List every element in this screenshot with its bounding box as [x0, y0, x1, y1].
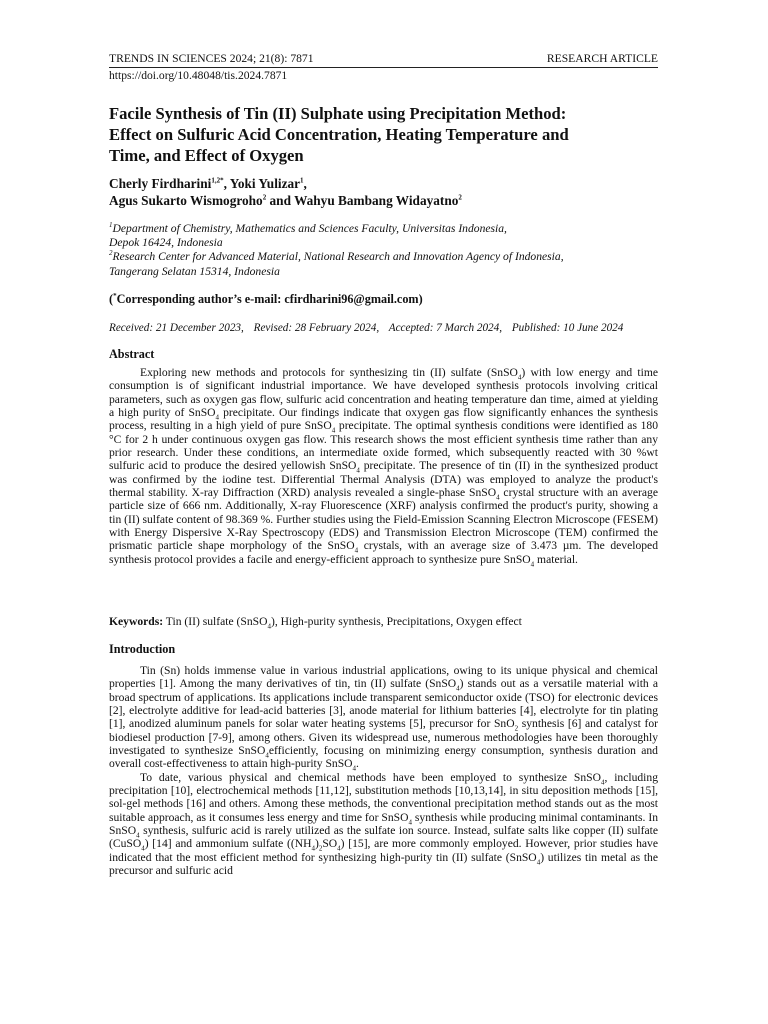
- author-separator: ,: [223, 176, 230, 191]
- author-name: Yoki Yulizar: [229, 176, 301, 191]
- text-run: To date, various physical and chemical methods have been employed to synthesize SnSO: [140, 770, 601, 784]
- affiliation: [109, 236, 658, 250]
- text-run: precipitate. Our findings indicate that oxygen gas flow significantly enhances the synthesis process, resulting in a high yield of pure SnSO: [109, 406, 658, 433]
- subscript: 2: [514, 724, 519, 733]
- subscript: 2: [318, 844, 323, 853]
- title-line: Effect on Sulfuric Acid Concentration, Heating Temperature and: [109, 125, 569, 144]
- subscript: 4: [215, 413, 220, 422]
- affiliation-text: Tangerang Selatan 15314, Indonesia: [109, 264, 280, 278]
- text-run: synthesis, sulfuric acid is rarely utilized as the sulfate ion source. Instead, sulfate salts like copper (II) sulfate (CuSO: [109, 824, 658, 851]
- subscript: 4: [496, 493, 500, 502]
- article-dates: [109, 321, 658, 335]
- abstract-heading: Abstract: [109, 347, 155, 361]
- author-line: [109, 192, 658, 209]
- affiliation-text: Department of Chemistry, Mathematics and Sciences Faculty, Universitas Indonesia,: [112, 222, 507, 235]
- subscript: 4: [356, 466, 360, 475]
- text-run: , including precipitation [10], electrochemical methods [11,12], substitution methods [10,13,14], in situ deposition methods [15], sol-gel methods [16] and others. Among these methods, the conventional precipitation method stands out as the most suitable approach, as it consumes less energy and time for SnSO: [109, 770, 658, 824]
- author-name: Wahyu Bambang Widayatno: [294, 193, 459, 208]
- subscript: 4: [530, 560, 535, 569]
- corresponding-author: [109, 292, 658, 307]
- keywords: [109, 615, 658, 629]
- text-run: Tin (II) sulfate (SnSO: [163, 615, 268, 628]
- article-type: RESEARCH ARTICLE: [546, 52, 658, 65]
- text-run: precipitate. The optimal synthesis conditions were identified as 180 °C for 2 h under continuous oxygen gas flow. This research shows the most efficient synthesis time rather than any prior research. Under these conditions, an intermediate oxide formed, which subsequently reacted with 30 %wt sulfuric acid to produce the desired yellowish SnSO: [109, 419, 658, 473]
- corresponding-paren: (: [109, 292, 114, 306]
- text-run: crystals, with an average size of 3.473 µm. The developed synthesis protocol provides a facile and energy-efficient approach to synthesize pure SnSO: [109, 539, 658, 566]
- keywords-label: Keywords:: [109, 615, 164, 628]
- text-run: ) [14] and ammonium sulfate ((NH: [144, 837, 312, 851]
- author-name: Cherly Firdharini: [109, 176, 212, 191]
- text-run: Tin (Sn) holds immense value in various industrial applications, owing to its unique physical and chemical properties [1]. Among the many derivatives of tin, tin (II) sulfate (SnSO: [109, 664, 658, 691]
- subscript: 4: [136, 831, 140, 840]
- affiliation-text: Research Center for Advanced Material, National Research and Innovation Agency of Indonesia,: [112, 250, 564, 264]
- author-affiliation-mark: 1: [300, 176, 304, 185]
- journal-citation: TRENDS IN SCIENCES 2024; 21(8): 7871: [109, 52, 314, 65]
- affiliations: [109, 222, 658, 279]
- author-list: [109, 175, 658, 209]
- author-affiliation-mark: 2: [262, 193, 267, 202]
- subscript: 4: [352, 764, 357, 773]
- text-run: crystal structure with an average particle size of 666 nm. Additionally, X-ray Fluorescence (XRF) analysis confirmed the product's purity, showing a tin (II) sulfate content of 98.369 %. Further studies using the Field-Emission Scanning Electron Microscope (FESEM) with Energy Dispersive X-Ray Spectroscopy (EDS) and Transmission Electron Microscope (TEM) confirmed the prismatic particle shape morphology of the SnSO: [109, 486, 658, 553]
- affiliation-mark: 1: [109, 221, 113, 230]
- affiliation: [109, 222, 658, 236]
- subscript: 4: [600, 778, 605, 787]
- header-row: [109, 52, 658, 68]
- author-affiliation-mark: 2: [458, 193, 462, 202]
- corresponding-star: *: [113, 291, 117, 300]
- text-run: ) utilizes tin metal as the precursor and sulfuric acid: [109, 850, 658, 878]
- subscript: 4: [408, 818, 412, 827]
- text-run: Exploring new methods and protocols for synthesizing tin (II) sulfate (SnSO: [140, 366, 518, 379]
- introduction-heading: Introduction: [109, 642, 176, 656]
- paragraph: [109, 771, 658, 878]
- doi-link[interactable]: https://doi.org/10.48048/tis.2024.7871: [109, 69, 288, 82]
- text-run: synthesis while producing minimal contaminants. In SnSO: [109, 810, 658, 838]
- text-run: precipitate. The presence of tin (II) in the synthesized product was confirmed by the iodine test. Differential Thermal Analysis (DTA) was employed to analyze the product's thermal stability. X-ray Diffraction (XRD) analysis revealed a single-phase SnSO: [109, 459, 659, 500]
- affiliation: [109, 265, 658, 279]
- text-run: ) with low energy and time consumption is of significant industrial importance. We have developed synthesis protocols involving critical parameters, such as oxygen gas flow, sulfuric acid concentration and heating temperature dan time, aimed at yielding a high purity of SnSO: [109, 366, 658, 420]
- subscript: 4: [141, 844, 145, 853]
- paragraph: [109, 664, 658, 771]
- affiliation-text: Depok 16424, Indonesia: [109, 236, 223, 250]
- subscript: 4: [331, 426, 336, 435]
- paper-title: [109, 103, 668, 166]
- affiliation: [109, 250, 658, 264]
- author-affiliation-mark: 1,2*: [211, 176, 224, 185]
- subscript: 4: [354, 546, 359, 555]
- text-run: efficiently, focusing on minimizing energy consumption, synthesis duration and overall cost-effectiveness to attain high-purity SnSO: [109, 744, 658, 771]
- published-date: Published: 10 June 2024: [511, 322, 624, 334]
- text-run: material.: [534, 552, 578, 566]
- text-run: ) [15], are more commonly employed. However, prior studies have indicated that the most efficient method for synthesizing high-purity tin (II) sulfate (SnSO: [109, 837, 658, 864]
- text-run: .: [356, 757, 359, 771]
- text-run: SO: [322, 837, 338, 851]
- accepted-date: Accepted: 7 March 2024,: [388, 322, 503, 334]
- affiliation-mark: 2: [109, 249, 113, 258]
- introduction-body: [109, 664, 658, 878]
- running-header: [109, 52, 658, 83]
- abstract-body: [109, 366, 659, 569]
- title-line: Facile Synthesis of Tin (II) Sulphate using Precipitation Method:: [109, 104, 567, 123]
- author-line: [109, 175, 658, 192]
- subscript: 4: [536, 858, 541, 867]
- subscript: 4: [337, 844, 341, 853]
- text-run: ), High-purity synthesis, Precipitations, Oxygen effect: [270, 615, 522, 628]
- corresponding-email[interactable]: Corresponding author’s e-mail: cfirdharini96@gmail.com): [116, 292, 423, 306]
- received-date: Received: 21 December 2023,: [109, 322, 244, 334]
- revised-date: Revised: 28 February 2024,: [253, 322, 380, 334]
- text-run: ): [314, 837, 319, 851]
- text-run: synthesis [6] and catalyst for biodiesel production [7-9], among others. Given its widespread use, numerous methodologies have been thoroughly investigated to synthesize SnSO: [109, 717, 658, 758]
- author-separator: ,: [303, 176, 307, 191]
- author-name: Agus Sukarto Wismogroho: [109, 193, 263, 208]
- title-line: Time, and Effect of Oxygen: [109, 146, 304, 165]
- subscript: 4: [517, 373, 522, 382]
- subscript: 4: [456, 684, 460, 693]
- subscript: 4: [311, 844, 315, 853]
- text-run: ) stands out as a versatile material with a broad spectrum of applications. Its applications include transparent semiconductor oxide (TSO) for electronic devices [2], electrolyte additive for lead-acid batteries [3], anode material for lithium batteries [4], electrolyte for tin plating [1], anodized aluminum panels for solar water heating systems [5], precursor for SnO: [109, 677, 658, 731]
- subscript: 4: [265, 751, 269, 760]
- subscript: 4: [267, 622, 271, 631]
- author-separator: and: [266, 193, 295, 208]
